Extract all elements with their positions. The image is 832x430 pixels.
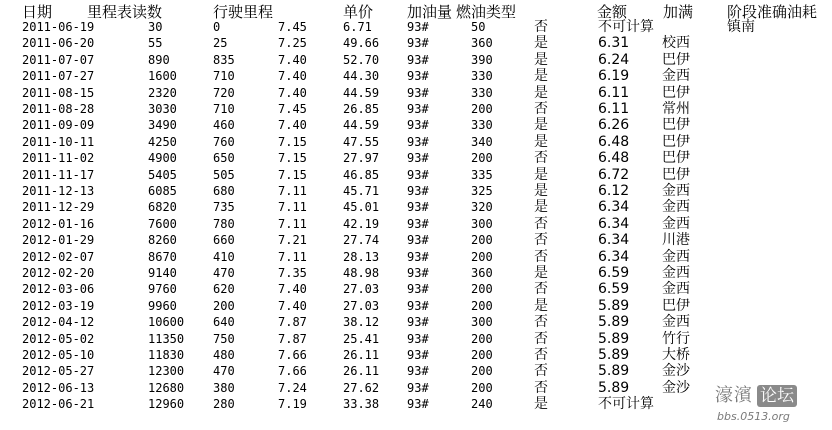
table-row: [0, 52, 832, 68]
cell-odometer: 2320: [148, 85, 177, 100]
cell-consumption: 5.89: [598, 297, 630, 314]
cell-amount: 26.11: [343, 348, 380, 362]
table-row: [0, 232, 832, 248]
cell-amount: 25.41: [343, 331, 380, 346]
cell-fuel-type: 93#: [407, 216, 429, 231]
header-consumption: 阶段准确油耗: [727, 3, 818, 21]
cell-date: 2011-10-11: [22, 134, 95, 149]
cell-price: 7.66: [278, 348, 307, 362]
cell-full: 是: [534, 265, 548, 281]
cell-full: 是: [534, 84, 548, 101]
cell-amount: 44.59: [343, 118, 380, 133]
cell-volume: 240: [471, 397, 493, 412]
table-row: [0, 117, 832, 133]
cell-price: 7.66: [278, 364, 307, 379]
cell-full: 是: [534, 297, 548, 314]
cell-amount: 27.03: [343, 282, 380, 297]
table-row: [0, 150, 832, 166]
cell-volume: 360: [471, 36, 493, 51]
cell-consumption: 6.48: [598, 133, 630, 150]
cell-amount: 45.01: [343, 200, 380, 215]
cell-odometer: 12960: [148, 397, 185, 412]
cell-odometer: 12680: [148, 380, 185, 395]
cell-volume: 300: [471, 315, 493, 330]
cell-place: 金西: [662, 265, 690, 281]
header-fuel-type: 燃油类型: [456, 3, 517, 21]
cell-price: 7.45: [278, 102, 307, 116]
cell-volume: 200: [471, 331, 493, 346]
cell-consumption: 6.31: [598, 35, 630, 52]
cell-full: 是: [534, 183, 548, 199]
cell-date: 2011-07-27: [22, 69, 95, 84]
cell-distance: 480: [213, 348, 235, 362]
cell-full: 否: [534, 347, 548, 363]
cell-distance: 710: [213, 102, 235, 116]
cell-fuel-type: 93#: [407, 298, 429, 313]
cell-fuel-type: 93#: [407, 380, 429, 395]
cell-consumption: 6.59: [598, 265, 630, 281]
cell-consumption: 6.48: [598, 150, 630, 167]
cell-consumption: 6.59: [598, 281, 630, 298]
cell-volume: 300: [471, 216, 493, 231]
cell-date: 2012-01-29: [22, 233, 95, 248]
table-row: [0, 396, 832, 412]
cell-distance: 760: [213, 134, 235, 149]
cell-odometer: 10600: [148, 315, 185, 330]
cell-odometer: 890: [148, 52, 170, 67]
watermark-url: bbs.0513.org: [717, 410, 790, 423]
cell-fuel-type: 93#: [407, 364, 429, 379]
cell-distance: 720: [213, 85, 235, 100]
cell-full: 否: [534, 248, 548, 265]
cell-date: 2012-05-27: [22, 364, 95, 379]
cell-amount: 38.12: [343, 315, 380, 330]
cell-odometer: 3030: [148, 102, 177, 116]
cell-date: 2011-12-13: [22, 184, 95, 198]
cell-volume: 200: [471, 102, 493, 116]
cell-odometer: 5405: [148, 167, 177, 182]
cell-consumption: 5.89: [598, 314, 630, 331]
cell-date: 2012-05-02: [22, 331, 95, 346]
cell-amount: 42.19: [343, 216, 380, 231]
cell-distance: 505: [213, 167, 235, 182]
cell-odometer: 1600: [148, 69, 177, 84]
cell-fuel-type: 93#: [407, 118, 429, 133]
cell-date: 2011-08-28: [22, 102, 95, 116]
cell-consumption: 不可计算: [598, 396, 654, 413]
cell-amount: 46.85: [343, 167, 380, 182]
cell-volume: 340: [471, 134, 493, 149]
table-row: [0, 183, 832, 199]
cell-place: 巴伊: [662, 166, 690, 183]
cell-price: 7.40: [278, 69, 307, 84]
cell-odometer: 30: [148, 20, 163, 34]
cell-consumption: 6.34: [598, 215, 630, 232]
cell-full: 是: [534, 199, 548, 216]
table-row: [0, 19, 832, 35]
cell-volume: 200: [471, 348, 493, 362]
cell-date: 2012-06-21: [22, 397, 95, 412]
cell-odometer: 9960: [148, 298, 177, 313]
cell-full: 是: [534, 117, 548, 134]
cell-distance: 735: [213, 200, 235, 215]
cell-date: 2011-12-29: [22, 200, 95, 215]
cell-odometer: 7600: [148, 216, 177, 231]
cell-distance: 660: [213, 233, 235, 248]
cell-amount: 27.62: [343, 380, 380, 395]
cell-volume: 200: [471, 233, 493, 248]
cell-amount: 27.03: [343, 298, 380, 313]
cell-full: 否: [534, 19, 548, 35]
cell-volume: 360: [471, 266, 493, 280]
cell-date: 2011-06-20: [22, 36, 95, 51]
table-row: [0, 265, 832, 281]
cell-place: 巴伊: [662, 297, 690, 314]
cell-full: 否: [534, 330, 548, 347]
cell-price: 7.15: [278, 167, 307, 182]
cell-full: 是: [534, 396, 548, 413]
cell-consumption: 不可计算: [598, 19, 654, 35]
cell-fuel-type: 93#: [407, 85, 429, 100]
cell-fuel-type: 93#: [407, 200, 429, 215]
cell-place: 常州: [662, 101, 690, 117]
cell-price: 7.11: [278, 200, 307, 215]
cell-price: 7.21: [278, 233, 307, 248]
cell-consumption: 5.89: [598, 363, 630, 380]
cell-price: 7.40: [278, 118, 307, 133]
cell-consumption: 6.26: [598, 117, 630, 134]
table-row: [0, 134, 832, 150]
cell-odometer: 9140: [148, 266, 177, 280]
table-row: [0, 281, 832, 297]
table-row: [0, 216, 832, 232]
cell-place: 巴伊: [662, 84, 690, 101]
cell-distance: 470: [213, 364, 235, 379]
cell-fuel-type: 93#: [407, 184, 429, 198]
cell-consumption: 6.34: [598, 199, 630, 216]
table-row: [0, 331, 832, 347]
cell-place: 大桥: [662, 347, 690, 363]
header-price: 单价: [343, 3, 374, 21]
cell-amount: 49.66: [343, 36, 380, 51]
cell-volume: 200: [471, 249, 493, 264]
cell-volume: 325: [471, 184, 493, 198]
cell-odometer: 8670: [148, 249, 177, 264]
cell-full: 否: [534, 281, 548, 298]
cell-place: 巴伊: [662, 51, 690, 68]
cell-place: 竹行: [662, 330, 690, 347]
cell-amount: 26.11: [343, 364, 380, 379]
cell-place: 川港: [662, 232, 690, 249]
cell-fuel-type: 93#: [407, 249, 429, 264]
cell-price: 7.35: [278, 266, 307, 280]
cell-amount: 6.71: [343, 20, 372, 34]
cell-fuel-type: 93#: [407, 397, 429, 412]
cell-consumption: 6.12: [598, 183, 630, 199]
cell-amount: 48.98: [343, 266, 380, 280]
cell-price: 7.15: [278, 134, 307, 149]
watermark-logo-text: 濠濱: [715, 385, 753, 406]
cell-consumption: 6.19: [598, 68, 630, 85]
table-row: [0, 363, 832, 379]
cell-distance: 750: [213, 331, 235, 346]
cell-place: 巴伊: [662, 117, 690, 134]
cell-odometer: 4250: [148, 134, 177, 149]
table-row: [0, 347, 832, 363]
cell-full: 否: [534, 232, 548, 249]
header-date: 日期: [22, 3, 53, 21]
cell-amount: 45.71: [343, 184, 380, 198]
forum-watermark: [715, 383, 831, 429]
header-distance: 行驶里程: [213, 3, 274, 21]
watermark-logo: [715, 383, 797, 409]
cell-distance: 470: [213, 266, 235, 280]
cell-price: 7.19: [278, 397, 307, 412]
cell-fuel-type: 93#: [407, 282, 429, 297]
table-row: [0, 167, 832, 183]
cell-place: 校西: [662, 35, 690, 52]
cell-place: 金西: [662, 215, 690, 232]
cell-price: 7.11: [278, 249, 307, 264]
cell-date: 2012-03-19: [22, 298, 95, 313]
cell-amount: 26.85: [343, 102, 380, 116]
cell-full: 否: [534, 215, 548, 232]
cell-volume: 390: [471, 52, 493, 67]
header-full: 加满: [663, 3, 694, 21]
cell-fuel-type: 93#: [407, 52, 429, 67]
cell-distance: 410: [213, 249, 235, 264]
cell-fuel-type: 93#: [407, 36, 429, 51]
cell-price: 7.11: [278, 184, 307, 198]
cell-full: 否: [534, 363, 548, 380]
cell-price: 7.40: [278, 282, 307, 297]
cell-date: 2012-06-13: [22, 380, 95, 395]
table-row: [0, 35, 832, 51]
table-row: [0, 85, 832, 101]
cell-amount: 47.55: [343, 134, 380, 149]
cell-volume: 200: [471, 282, 493, 297]
cell-distance: 620: [213, 282, 235, 297]
cell-consumption: 6.11: [598, 84, 630, 101]
cell-volume: 200: [471, 151, 493, 166]
cell-date: 2012-03-06: [22, 282, 95, 297]
cell-odometer: 3490: [148, 118, 177, 133]
table-row: [0, 68, 832, 84]
cell-volume: 335: [471, 167, 493, 182]
cell-place: 巴伊: [662, 150, 690, 167]
cell-consumption: 6.34: [598, 248, 630, 265]
cell-odometer: 9760: [148, 282, 177, 297]
cell-volume: 330: [471, 69, 493, 84]
cell-consumption: 6.34: [598, 232, 630, 249]
cell-fuel-type: 93#: [407, 134, 429, 149]
cell-place: 金西: [662, 199, 690, 216]
cell-consumption: 6.24: [598, 51, 630, 68]
cell-odometer: 4900: [148, 151, 177, 166]
cell-date: 2011-06-19: [22, 20, 95, 34]
cell-fuel-type: 93#: [407, 102, 429, 116]
cell-price: 7.15: [278, 151, 307, 166]
cell-date: 2012-01-16: [22, 216, 95, 231]
cell-fuel-type: 93#: [407, 315, 429, 330]
cell-fuel-type: 93#: [407, 151, 429, 166]
cell-price: 7.40: [278, 85, 307, 100]
cell-date: 2012-02-20: [22, 266, 95, 280]
table-row: [0, 249, 832, 265]
cell-amount: 27.74: [343, 233, 380, 248]
cell-place: 金西: [662, 281, 690, 298]
cell-fuel-type: 93#: [407, 233, 429, 248]
cell-fuel-type: 93#: [407, 331, 429, 346]
cell-place: 金沙: [662, 379, 690, 396]
cell-volume: 330: [471, 118, 493, 133]
cell-amount: 44.59: [343, 85, 380, 100]
cell-distance: 0: [213, 20, 221, 34]
cell-odometer: 11830: [148, 348, 185, 362]
cell-price: 7.24: [278, 380, 307, 395]
cell-consumption: 6.72: [598, 166, 630, 183]
cell-distance: 25: [213, 36, 228, 51]
cell-amount: 33.38: [343, 397, 380, 412]
cell-amount: 44.30: [343, 69, 380, 84]
cell-distance: 650: [213, 151, 235, 166]
cell-odometer: 12300: [148, 364, 185, 379]
header-volume: 加油量: [407, 3, 453, 21]
cell-odometer: 11350: [148, 331, 185, 346]
cell-date: 2011-07-07: [22, 52, 95, 67]
cell-fuel-type: 93#: [407, 348, 429, 362]
cell-volume: 200: [471, 364, 493, 379]
cell-odometer: 6820: [148, 200, 177, 215]
cell-distance: 680: [213, 184, 235, 198]
cell-distance: 780: [213, 216, 235, 231]
cell-distance: 280: [213, 397, 235, 412]
cell-fuel-type: 93#: [407, 20, 429, 34]
cell-consumption: 5.89: [598, 347, 630, 363]
cell-place: 金西: [662, 314, 690, 331]
cell-volume: 330: [471, 85, 493, 100]
cell-volume: 200: [471, 298, 493, 313]
cell-odometer: 8260: [148, 233, 177, 248]
cell-place: 镇南: [727, 19, 755, 35]
cell-date: 2011-11-17: [22, 167, 95, 182]
cell-date: 2012-04-12: [22, 315, 95, 330]
cell-price: 7.87: [278, 331, 307, 346]
cell-odometer: 55: [148, 36, 163, 51]
table-row: [0, 101, 832, 117]
cell-price: 7.45: [278, 20, 307, 34]
cell-place: 金西: [662, 183, 690, 199]
cell-consumption: 6.11: [598, 101, 630, 117]
cell-fuel-type: 93#: [407, 266, 429, 280]
cell-distance: 710: [213, 69, 235, 84]
table-row: [0, 380, 832, 396]
cell-full: 是: [534, 68, 548, 85]
cell-distance: 835: [213, 52, 235, 67]
cell-place: 巴伊: [662, 133, 690, 150]
cell-full: 否: [534, 379, 548, 396]
cell-place: 金西: [662, 248, 690, 265]
cell-price: 7.87: [278, 315, 307, 330]
table-row: [0, 314, 832, 330]
cell-amount: 27.97: [343, 151, 380, 166]
cell-distance: 460: [213, 118, 235, 133]
cell-place: 金西: [662, 68, 690, 85]
cell-volume: 320: [471, 200, 493, 215]
cell-distance: 200: [213, 298, 235, 313]
cell-fuel-type: 93#: [407, 167, 429, 182]
cell-full: 是: [534, 35, 548, 52]
cell-full: 是: [534, 133, 548, 150]
cell-date: 2011-09-09: [22, 118, 95, 133]
cell-date: 2012-05-10: [22, 348, 95, 362]
cell-odometer: 6085: [148, 184, 177, 198]
watermark-logo-badge: 论坛: [757, 385, 797, 407]
cell-full: 否: [534, 101, 548, 117]
cell-volume: 50: [471, 20, 486, 34]
cell-amount: 28.13: [343, 249, 380, 264]
header-amount: 金额: [597, 3, 628, 21]
cell-price: 7.40: [278, 52, 307, 67]
cell-distance: 380: [213, 380, 235, 395]
cell-consumption: 5.89: [598, 330, 630, 347]
cell-volume: 200: [471, 380, 493, 395]
table-row: [0, 199, 832, 215]
cell-full: 否: [534, 314, 548, 331]
cell-price: 7.40: [278, 298, 307, 313]
cell-distance: 640: [213, 315, 235, 330]
cell-place: 金沙: [662, 363, 690, 380]
header-odometer: 里程表读数: [87, 3, 163, 21]
cell-date: 2011-08-15: [22, 85, 95, 100]
cell-date: 2011-11-02: [22, 151, 95, 166]
cell-price: 7.11: [278, 216, 307, 231]
cell-consumption: 5.89: [598, 379, 630, 396]
cell-full: 是: [534, 166, 548, 183]
cell-date: 2012-02-07: [22, 249, 95, 264]
table-row: [0, 298, 832, 314]
cell-price: 7.25: [278, 36, 307, 51]
cell-full: 是: [534, 51, 548, 68]
cell-fuel-type: 93#: [407, 69, 429, 84]
cell-amount: 52.70: [343, 52, 380, 67]
cell-full: 否: [534, 150, 548, 167]
